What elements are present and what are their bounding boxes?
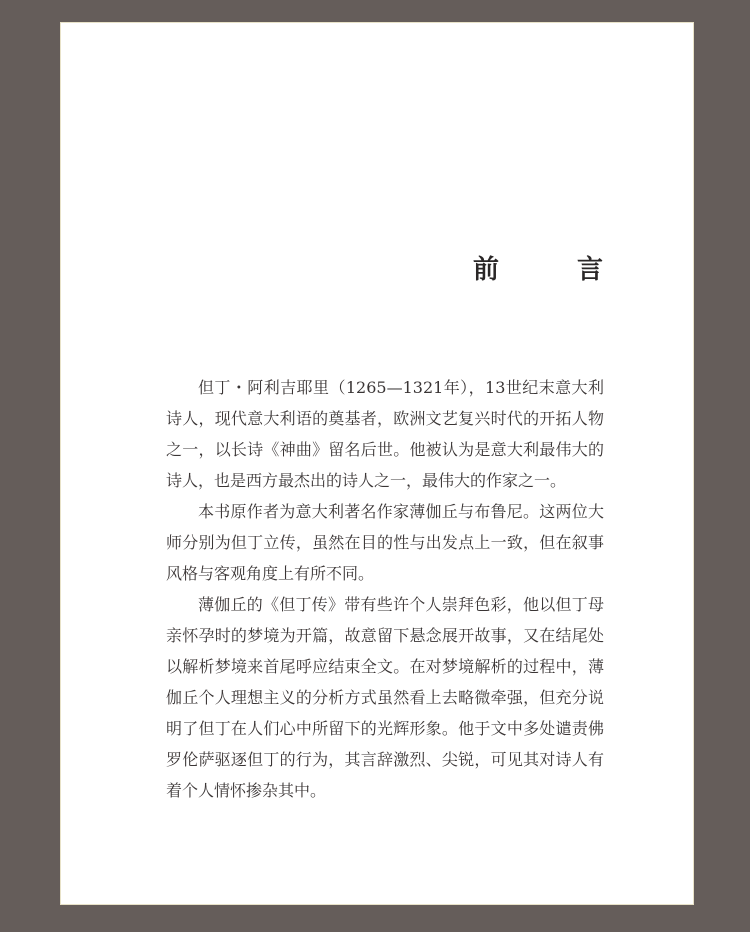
paragraph-2: 本书原作者为意大利著名作家薄伽丘与布鲁尼。这两位大师分别为但丁立传，虽然在目的性与出发点上一致，但在叙事风格与客观角度上有所不同。 [166,502,604,583]
paragraph-1: 但丁・阿利吉耶里（1265—1321年），13世纪末意大利诗人，现代意大利语的奠基者，欧洲文艺复兴时代的开拓人物之一，以长诗《神曲》留名后世。他被认为是意大利最伟大的诗人，也是西方最杰出的诗人之一，最伟大的作家之一。 [166,378,604,490]
book-page [61,23,693,904]
page-title: 前 言 [472,255,629,285]
paragraph-3: 薄伽丘的《但丁传》带有些许个人崇拜色彩，他以但丁母亲怀孕时的梦境为开篇，故意留下悬念展开故事，又在结尾处以解析梦境来首尾呼应结束全文。在对梦境解析的过程中，薄伽丘个人理想主义的分析方式虽然看上去略微牵强，但充分说明了但丁在人们心中所留下的光辉形象。他于文中多处谴责佛罗伦萨驱逐但丁的行为，其言辞激烈、尖锐，可见其对诗人有着个人情怀掺杂其中。 [166,595,604,800]
preface-body [166,372,604,806]
